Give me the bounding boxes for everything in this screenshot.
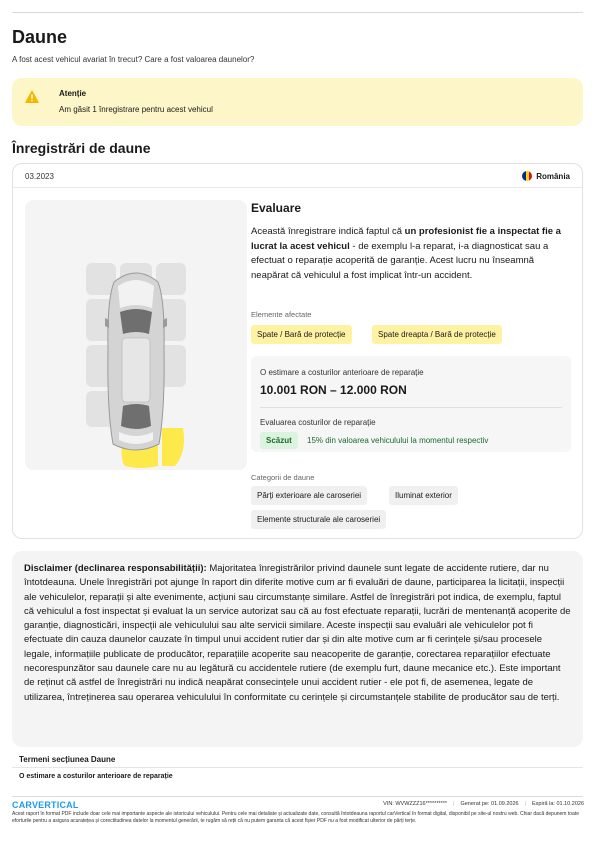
terms-item: O estimare a costurilor anterioare de reparație	[19, 773, 173, 780]
expiry-date: Expiră la: 01.10.2026	[532, 801, 584, 807]
record-date: 03.2023	[25, 172, 54, 181]
affected-tag-rear: Spate / Bară de protecție	[251, 325, 352, 344]
alert-title: Atenție	[59, 89, 87, 98]
car-damage-diagram	[25, 200, 247, 470]
evaluation-title: Evaluare	[251, 201, 302, 215]
record-country	[522, 171, 570, 181]
category-tag-structural: Elemente structurale ale caroseriei	[251, 510, 386, 529]
generated-date: Generat pe: 01.09.2026	[460, 801, 519, 807]
top-divider	[12, 12, 583, 13]
estimate-label: O estimare a costurilor anterioare de reparație	[260, 368, 424, 377]
evaluation-description: Această înregistrare indică faptul că un profesionist fie a inspectat fie a lucrat la acest vehicul - de exemplu l-a reparat, i-a diagnosticat sau a efectuat o reparație acoperită de garanție. Acest lucru nu înseamnă neapărat că vehiculul a fost implicat într-un accident.	[251, 226, 561, 281]
record-header	[13, 164, 582, 188]
affected-elements-label: Elemente afectate	[251, 310, 312, 319]
alert-text: Am găsit 1 înregistrare pentru acest vehicul	[59, 105, 213, 114]
car-top-view-icon	[25, 200, 247, 470]
affected-tag-rear-right: Spate dreapta / Bară de protecție	[372, 325, 502, 344]
cost-evaluation-label: Evaluarea costurilor de reparație	[260, 418, 376, 427]
disclaimer-text: Disclaimer (declinarea responsabilității): Majoritatea înregistrărilor privind daunele sunt legate de accidente rutiere, dar nu întotdeauna. Unele înregistrări pot ajunge în raport din diferite motive cum ar fi evaluări de daune, participarea la licitații, inspecții ale vehiculelor, reparații și alte evenimente, acțiuni sau circumstanțe similare. Astfel de înregistrări pot indica, de exemplu, faptul că vehiculul a fost inspectat și evaluat la un service autorizat sau că au fost efectuate reparații, lucrări de mentenanță acoperite de garanție, diagnosticări, inspecții ale vehiculului sau alte servicii similare. Aceste inspecții sau evaluări ale vehiculelor pot fi efectuate din cauza daunelor cauzate în timpul unui accident rutier dar și din alte motive cum ar fi cerințele și/sau procesele legale, informațiile publicate de producător, reparațiile acoperite sau neacoperite de garanție, corectarea reparațiilor efectuate necorespunzător sau daunele care nu au legătură cu accidentele rutiere (de exemplu furt, daune mecanice etc.). Este important de reținut că astfel de înregistrări nu indică neapărat consecințele unui accident rutier - ele pot fi, de asemenea, legate de utilizarea, întreținerea sau operarea vehiculului în conformitate cu cerințele și circumstanțele stabilite de producător sau de terți.	[24, 563, 571, 703]
cost-level-text: 15% din valoarea vehiculului la momentul respectiv	[307, 436, 489, 445]
estimate-value: 10.001 RON – 12.000 RON	[260, 383, 407, 397]
damage-categories-label: Categorii de daune	[251, 473, 315, 482]
terms-divider	[12, 767, 583, 768]
damage-record-card	[12, 163, 583, 539]
vin-text: VIN: WVWZZZ16**********	[383, 801, 448, 807]
footer-meta: VIN: WVWZZZ16********** | Generat pe: 01.09.2026 | Expiră la: 01.10.2026	[383, 801, 584, 807]
page-title: Daune	[12, 27, 68, 47]
footer-note: Acest raport în format PDF include doar cele mai importante aspecte ale istoricului vehiculului. Pentru cele mai detaliate și actualizate date, consultă întotdeauna raportul carVertical în format digital, disponibil pe site-ul nostru web. Chiar dacă depunem toate eforturile pentru a asigura acuratețea și corectitudinea datelor la momentul generării, te rugăm să reții că nu putem garanta că acest fișier PDF nu a fost modificat ulterior de părți terțe.	[12, 811, 579, 824]
category-tag-lighting: Iluminat exterior	[389, 486, 458, 505]
carvertical-logo: CARVERTICAL	[12, 800, 79, 810]
estimate-divider	[260, 407, 562, 408]
footer-divider	[12, 796, 583, 797]
romania-flag-icon	[522, 171, 532, 181]
repair-estimate-box	[251, 356, 571, 452]
attention-alert	[12, 78, 583, 126]
country-name: România	[536, 171, 570, 181]
cost-level-badge: Scăzut	[260, 432, 298, 449]
warning-icon	[25, 90, 39, 104]
terms-title: Termeni secțiunea Daune	[19, 755, 116, 764]
category-tag-exterior: Părți exterioare ale caroseriei	[251, 486, 367, 505]
disclaimer-box	[12, 551, 583, 747]
page-subtitle: A fost acest vehicul avariat în trecut? Care a fost valoarea daunelor?	[12, 55, 255, 64]
damage-records-title: Înregistrări de daune	[12, 140, 151, 156]
